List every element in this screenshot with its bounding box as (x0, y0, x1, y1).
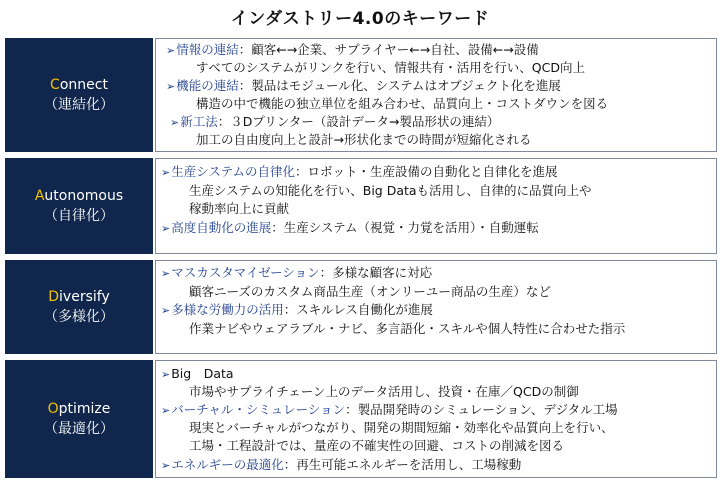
detail-line: 現実とバーチャルがつながり、開発の期間短縮・効率化や品質向上を行い、 (189, 420, 614, 435)
section-label (5, 158, 153, 254)
section-content (155, 260, 717, 354)
bullet-heading: 多様な労働力の活用 (171, 302, 284, 317)
bullet-text: ：スキルレス自働化が進展 (283, 302, 433, 317)
label-initial: D (48, 289, 60, 305)
label-initial: O (47, 401, 59, 417)
label-initial: C (50, 77, 60, 93)
detail-line: 市場やサプライチェーン上のデータ活用し、投資・在庫／QCDの制御 (189, 384, 579, 399)
bullet-line (161, 220, 539, 237)
bullet-line (161, 457, 521, 474)
bullet-arrow-icon: ➢ (166, 80, 176, 93)
section-label-jp: （最適化） (44, 421, 114, 437)
section-optimize (5, 360, 717, 478)
detail-line: 顧客ニーズのカスタム商品生産（オンリーユー商品の生産）など (189, 284, 551, 299)
page-title: インダストリー4.0のキーワード (230, 9, 490, 29)
detail-line: 作業ナビやウェアラブル・ナビ、多言語化・スキルや個人特性に合わせた指示 (189, 321, 626, 336)
bullet-arrow-icon: ➢ (161, 459, 171, 472)
detail-line: すべてのシステムがリンクを行い、情報共有・活用を行い、QCD向上 (196, 60, 585, 75)
label-rest: onnect (59, 77, 108, 93)
section-label-en (50, 75, 108, 95)
bullet-arrow-icon: ➢ (161, 404, 171, 417)
label-initial: A (34, 188, 45, 204)
section-label (5, 38, 153, 152)
section-label-jp: （多様化） (44, 309, 114, 325)
bullet-text: ：多様な顧客に対応 (319, 265, 433, 280)
bullet-text: ：顧客←→企業、サプライヤー←→自社、設備←→設備 (238, 42, 539, 57)
section-connect (5, 38, 717, 152)
bullet-line (170, 114, 499, 131)
bullet-arrow-icon: ➢ (161, 267, 171, 280)
bullet-line (161, 366, 234, 383)
bullet-heading: エネルギーの最適化 (171, 457, 284, 472)
detail-line: 生産システムの知能化を行い、Big Dataも活用し、自律的に品質向上や (189, 183, 592, 198)
bullet-heading: 高度自動化の進展 (171, 220, 272, 235)
label-rest: iversify (59, 289, 110, 305)
section-diversify (5, 260, 717, 354)
bullet-heading: 機能の連結 (176, 78, 239, 93)
bullet-text: ：再生可能エネルギーを活用し、工場稼動 (283, 457, 522, 472)
bullet-heading: マスカスタマイゼーション (171, 265, 320, 280)
bullet-text: ：製品はモジュール化、システムはオブジェクト化を進展 (238, 78, 561, 93)
bullet-text: ：３Dプリンター（設計データ→製品形状の連結） (217, 114, 500, 129)
label-rest: ptimize (58, 401, 111, 417)
bullet-line (161, 302, 433, 319)
section-label-en (48, 287, 109, 307)
bullet-arrow-icon: ➢ (161, 222, 171, 235)
section-label-en (35, 186, 123, 206)
bullet-heading: バーチャル・シミュレーション (171, 402, 346, 417)
bullet-line (161, 164, 558, 181)
bullet-arrow-icon: ➢ (166, 44, 176, 57)
detail-line: 稼動率向上に貢献 (189, 201, 290, 216)
label-rest: utonomous (44, 188, 124, 204)
bullet-heading: 新工法 (180, 114, 218, 129)
section-content (155, 38, 717, 152)
section-label-jp: （自律化） (44, 208, 114, 224)
bullet-text: ：製品開発時のシミュレーション、デジタル工場 (345, 402, 618, 417)
bullet-arrow-icon: ➢ (161, 304, 171, 317)
bullet-line (166, 42, 539, 59)
bullet-heading: 情報の連結 (176, 42, 239, 57)
bullet-heading: 生産システムの自律化 (171, 164, 295, 179)
section-label-en (48, 399, 111, 419)
detail-line: 工場・工程設計では、量産の不確実性の回避、コストの削減を図る (189, 438, 565, 453)
section-content (155, 360, 717, 478)
bullet-line (161, 402, 618, 419)
section-autonomous (5, 158, 717, 254)
bullet-line (166, 78, 561, 95)
detail-line: 加工の自由度向上と設計→形状化までの時間が短縮化される (196, 132, 532, 147)
detail-line: 構造の中で機能の独立単位を組み合わせ、品質向上・コストダウンを図る (196, 96, 609, 111)
bullet-text: ：ロボット・生産設備の自動化と自律化を進展 (294, 164, 558, 179)
bullet-arrow-icon: ➢ (161, 368, 171, 381)
bullet-line (161, 265, 432, 282)
section-label (5, 260, 153, 354)
bullet-text: ：生産システム（視覚・力覚を活用）・自動運転 (271, 220, 539, 235)
section-label (5, 360, 153, 478)
bullet-heading: Big Data (171, 366, 234, 381)
bullet-arrow-icon: ➢ (161, 166, 171, 179)
section-label-jp: （連結化） (44, 97, 114, 113)
bullet-arrow-icon: ➢ (170, 116, 180, 129)
section-content (155, 158, 717, 254)
